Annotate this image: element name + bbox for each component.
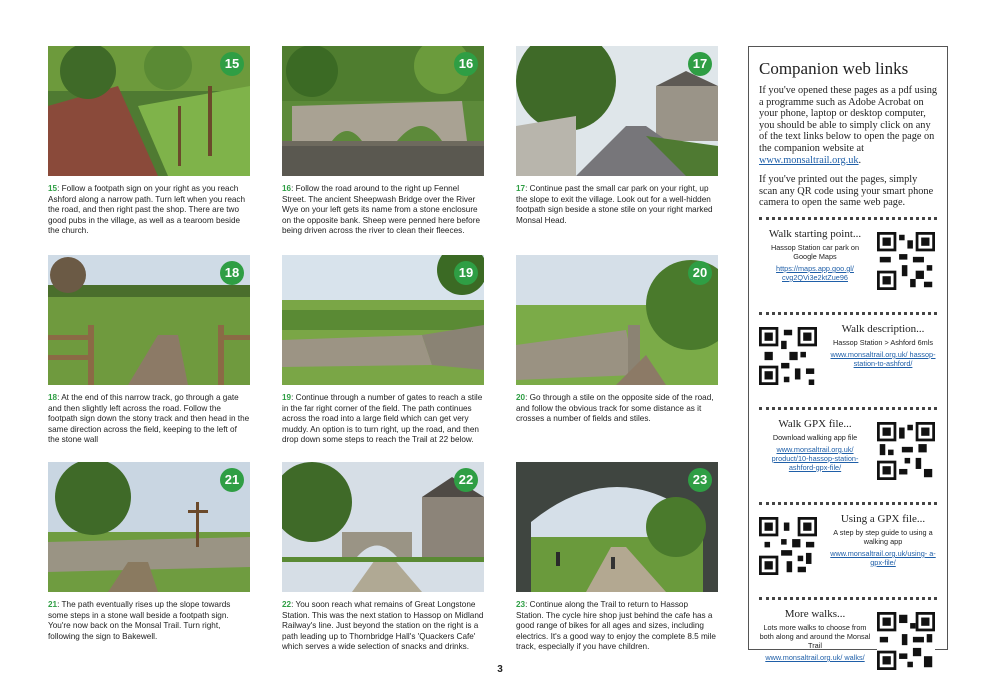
step-card-18 xyxy=(48,255,250,446)
step-number-badge: 17 xyxy=(688,52,712,76)
photo-narrow-path xyxy=(48,46,250,176)
link-heading: Walk GPX file... xyxy=(778,417,852,430)
step-card-19 xyxy=(282,255,484,446)
step-card-20 xyxy=(516,255,718,425)
dotted-divider xyxy=(759,502,937,505)
link-block-walk-description xyxy=(759,321,937,401)
step-caption: 17: Continue past the small car park on your right, up the slope to exit the village. Look out for a well-hidden footpath sign beside a stone stile on your right marked Monsal Head. xyxy=(516,184,713,225)
link-url[interactable]: www.monsaltrail.org.uk/ product/10-hassop-station- ashford-gpx-file/ xyxy=(771,444,859,472)
step-card-21 xyxy=(48,462,250,642)
step-card-15 xyxy=(48,46,250,237)
qr-code[interactable] xyxy=(877,422,935,480)
link-block-gpx-file xyxy=(759,416,937,496)
dotted-divider xyxy=(759,217,937,220)
panel-title: Companion web links xyxy=(759,59,909,78)
step-caption: 15: Follow a footpath sign on your right as you reach Ashford along a narrow path. Turn left when you reach the road, and then right past the shop. There are two good pubs in the village, as well as a tearoom beside the church. xyxy=(48,184,246,235)
step-caption: 19: Continue through a number of gates to reach a stile in the far right corner of the field. The path continues across the road into a large field which can get very muddy. An option is to turn right, up the road, and then drop down some steps to reach the Trail at 22 below. xyxy=(282,393,483,444)
link-url[interactable]: www.monsaltrail.org.uk/ walks/ xyxy=(765,652,865,662)
photo-great-longstone-station xyxy=(282,462,484,592)
step-number-badge: 18 xyxy=(220,261,244,285)
qr-code[interactable] xyxy=(877,612,935,670)
dotted-divider xyxy=(759,407,937,410)
intro-paragraph-print: If you've printed out the pages, simply scan any QR code using your smart phone camera to open the same web page. xyxy=(759,174,934,209)
link-description: Lots more walks to choose from both along and around the Monsal Trail xyxy=(759,622,871,650)
link-heading: Using a GPX file... xyxy=(840,512,926,525)
link-heading: Walk description... xyxy=(841,322,925,335)
qr-code[interactable] xyxy=(759,517,817,575)
website-link[interactable]: www.monsaltrail.org.uk xyxy=(759,154,859,166)
qr-code[interactable] xyxy=(759,327,817,385)
dotted-divider xyxy=(759,312,937,315)
link-block-using-gpx xyxy=(759,511,937,591)
photo-field-stile xyxy=(282,255,484,385)
step-card-22 xyxy=(282,462,484,653)
photo-village-road xyxy=(516,46,718,176)
step-card-16 xyxy=(282,46,484,237)
link-heading: Walk starting point... xyxy=(768,227,862,240)
step-number-badge: 22 xyxy=(454,468,478,492)
link-url[interactable]: https://maps.app.goo.gl/ cvg2QVi3e2ktZue96 xyxy=(776,263,854,282)
intro-paragraph-pdf: If you've opened these pages as a pdf using a programme such as Adobe Acrobat on your phone, laptop or desktop computer, you should be able to simply click on any of the text links below to open the page on the companion website at www.monsaltrail.org.uk. xyxy=(759,85,937,166)
step-number-badge: 21 xyxy=(220,468,244,492)
step-card-23 xyxy=(516,462,718,653)
photo-gate-track xyxy=(48,255,250,385)
photo-footpath-sign xyxy=(48,462,250,592)
photo-stone-wall-stile xyxy=(516,255,718,385)
link-description: Hassop Station car park on Google Maps xyxy=(770,242,859,261)
page-number: 3 xyxy=(497,664,503,675)
link-url[interactable]: www.monsaltrail.org.uk/using- a-gpx-file/ xyxy=(830,548,936,567)
link-description: Download walking app file xyxy=(772,432,858,442)
step-number-badge: 16 xyxy=(454,52,478,76)
companion-links-panel xyxy=(748,46,948,662)
link-heading: More walks... xyxy=(784,607,846,620)
step-number-badge: 20 xyxy=(688,261,712,285)
step-caption: 23: Continue along the Trail to return to Hassop Station. The cycle hire shop just behind the cafe has a good range of bikes for all ages and sizes, including electrics. It's a good way to enjoy the complete 8.5 mile track, especially if you have children. xyxy=(516,600,716,651)
step-number-badge: 23 xyxy=(688,468,712,492)
link-description: Hassop Station > Ashford 6mls xyxy=(833,337,933,347)
step-caption: 20: Go through a stile on the opposite side of the road, and follow the obvious track for some distance as it crosses a number of fields and stiles. xyxy=(516,393,714,423)
step-caption: 16: Follow the road around to the right up Fennel Street. The ancient Sheepwash Bridge over the River Wye on your left gets its name from a stone enclosure on the opposite bank. Sheep were penned here before being driven across the river to clean their fleeces. xyxy=(282,184,481,235)
dotted-divider xyxy=(759,597,937,600)
photo-monsal-trail-tunnel xyxy=(516,462,718,592)
link-block-starting-point xyxy=(759,226,937,306)
step-caption: 18: At the end of this narrow track, go through a gate and then slightly left across the road. Follow the footpath sign down the stony track and then head in the same direction across the field, keeping to the left of the stone wall xyxy=(48,393,250,444)
step-number-badge: 15 xyxy=(220,52,244,76)
link-description: A step by step guide to using a walking app xyxy=(833,527,933,546)
qr-code[interactable] xyxy=(877,232,935,290)
step-caption: 21: The path eventually rises up the slope towards some steps in a stone wall beside a footpath sign. You're now back on the Monsal Trail. Turn right, following the sign to Bakewell. xyxy=(48,600,231,641)
photo-sheepwash-bridge xyxy=(282,46,484,176)
step-card-17 xyxy=(516,46,718,226)
step-caption: 22: You soon reach what remains of Great Longstone Station. This was the next station to Hassop on Midland Railway's line. Just beyond the station on the right is a path leading up to Thornbridge Hall's 'Quackers Cafe' which serves a wide selection of snacks and drinks. xyxy=(282,600,484,651)
link-url[interactable]: www.monsaltrail.org.uk/ hassop-station-to-ashford/ xyxy=(830,349,936,368)
step-number-badge: 19 xyxy=(454,261,478,285)
